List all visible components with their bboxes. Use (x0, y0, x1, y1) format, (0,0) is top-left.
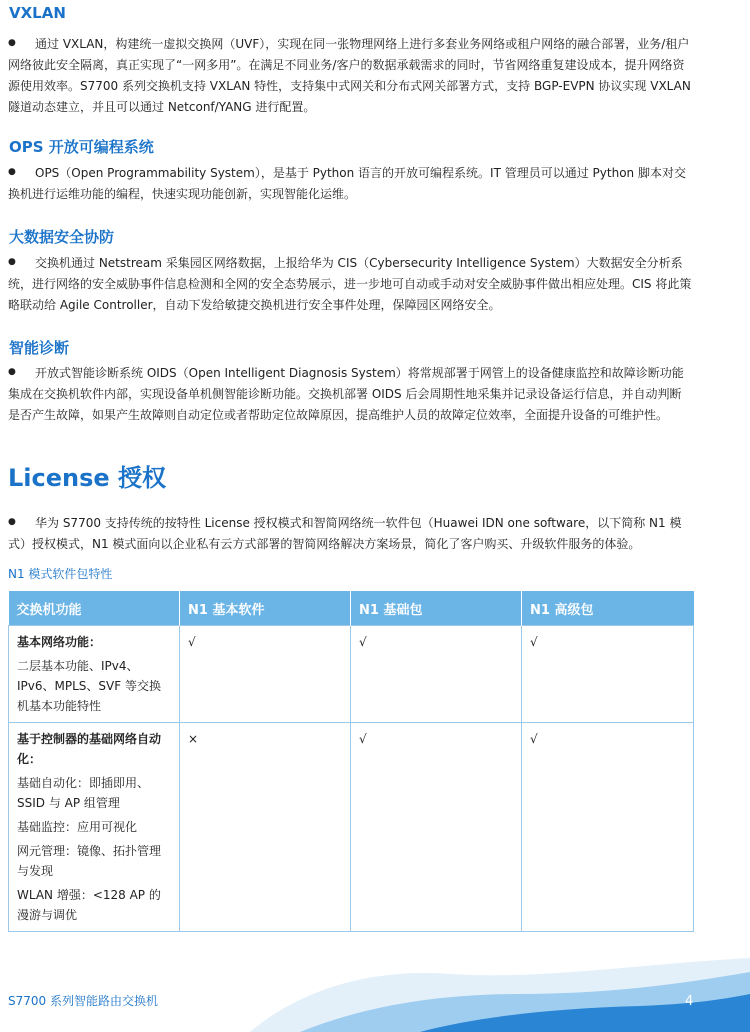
bigdata-paragraph: 交换机通过 Netstream 采集园区网络数据，上报给华为 CIS（Cybersecurity Intelligence System）大数据安全分析系统，进行网络的安全威胁事件信息检测和全网的安全态势展示，进一步地可自动或手动对安全威胁事件做出相应处理。CIS 将此策略联动给 Agile Controller，自动下发给敏捷交换机进行安全事件处理，保障园区网络安全。 (8, 256, 692, 312)
feature-title: 基于控制器的基础网络自动化： (17, 732, 162, 766)
section-title-bigdata: 大数据安全协防 (9, 228, 115, 246)
header-n1-foundation: N1 基础包 (351, 591, 522, 626)
table-caption: N1 模式软件包特性 (8, 567, 113, 581)
feature-line: 网元管理：镜像、拓扑管理与发现 (17, 844, 162, 878)
bullet-icon: ● (8, 517, 16, 527)
check-mark-icon: √ (359, 732, 367, 746)
check-mark-icon: √ (530, 635, 538, 649)
header-n1-basic: N1 基本软件 (180, 591, 351, 626)
footer-wave-decoration (0, 950, 750, 1032)
check-mark-icon: √ (530, 732, 538, 746)
mark-cell (351, 626, 522, 723)
mark-cell (351, 723, 522, 932)
check-mark-icon: √ (359, 635, 367, 649)
section-title-vxlan: VXLAN (9, 4, 66, 22)
feature-line: WLAN 增强：<128 AP 的漫游与调优 (17, 888, 161, 922)
bullet-icon: ● (8, 257, 16, 267)
section-text-vxlan (8, 34, 692, 118)
mark-cell (180, 626, 351, 723)
page-number: 4 (685, 994, 694, 1009)
mark-cell (522, 723, 694, 932)
ops-paragraph: OPS（Open Programmability System），是基于 Python 语言的开放可编程系统。IT 管理员可以通过 Python 脚本对交换机进行运维功能的编程，快速实现功能创新，实现智能化运维。 (8, 166, 686, 201)
license-paragraph: 华为 S7700 支持传统的按特性 License 授权模式和智简网络统一软件包（Huawei IDN one software，以下简称 N1 模式）授权模式，N1 模式面向以企业私有云方式部署的智简网络解决方案场景，简化了客户购买、升级软件服务的体验。 (8, 516, 682, 551)
n1-package-table (8, 591, 694, 932)
feature-line: 基础自动化：即插即用、SSID 与 AP 组管理 (17, 776, 150, 810)
section-text-ops (8, 163, 692, 205)
footer-product-name: S7700 系列智能路由交换机 (8, 994, 158, 1008)
check-mark-icon: √ (188, 635, 196, 649)
section-title-license: License 授权 (8, 464, 167, 492)
header-n1-advanced: N1 高级包 (522, 591, 694, 626)
table-row (9, 723, 694, 932)
feature-line: 基础监控：应用可视化 (17, 820, 138, 834)
feature-title: 基本网络功能： (17, 635, 102, 649)
feature-cell (9, 723, 180, 932)
section-text-bigdata (8, 253, 692, 316)
feature-cell (9, 626, 180, 723)
section-text-diag (8, 363, 692, 426)
mark-cell (522, 626, 694, 723)
table-row (9, 626, 694, 723)
section-title-ops: OPS 开放可编程系统 (9, 138, 154, 156)
mark-cell (180, 723, 351, 932)
table-header-row (9, 591, 694, 626)
feature-line: 二层基本功能、IPv4、IPv6、MPLS、SVF 等交换机基本功能特性 (17, 659, 161, 713)
bullet-icon: ● (8, 167, 16, 177)
header-feature: 交换机功能 (9, 591, 180, 626)
cross-mark-icon: × (188, 732, 199, 746)
diag-paragraph: 开放式智能诊断系统 OIDS（Open Intelligent Diagnosis System）将常规部署于网管上的设备健康监控和故障诊断功能集成在交换机软件内部，实现设备单机侧智能诊断功能。交换机部署 OIDS 后会周期性地采集并记录设备运行信息，并自动判断是否产生故障，如果产生故障则自动定位或者帮助定位故障原因，提高维护人员的故障定位效率，全面提升设备的可维护性。 (8, 366, 684, 422)
bullet-icon: ● (8, 367, 16, 377)
section-title-diag: 智能诊断 (9, 339, 70, 357)
bullet-icon: ● (8, 38, 16, 48)
section-text-license (8, 513, 692, 555)
vxlan-paragraph: 通过 VXLAN，构建统一虚拟交换网（UVF），实现在同一张物理网络上进行多套业务网络或租户网络的融合部署，业务/租户网络彼此安全隔离，真正实现了“一网多用”。在满足不同业务/客户的数据承载需求的同时，节省网络重复建设成本，提升网络资源使用效率。S7700 系列交换机支持 VXLAN 特性，支持集中式网关和分布式网关部署方式，支持 BGP-EVPN 协议实现 VXLAN 隧道动态建立，并且可以通过 Netconf/YANG 进行配置。 (8, 37, 691, 114)
